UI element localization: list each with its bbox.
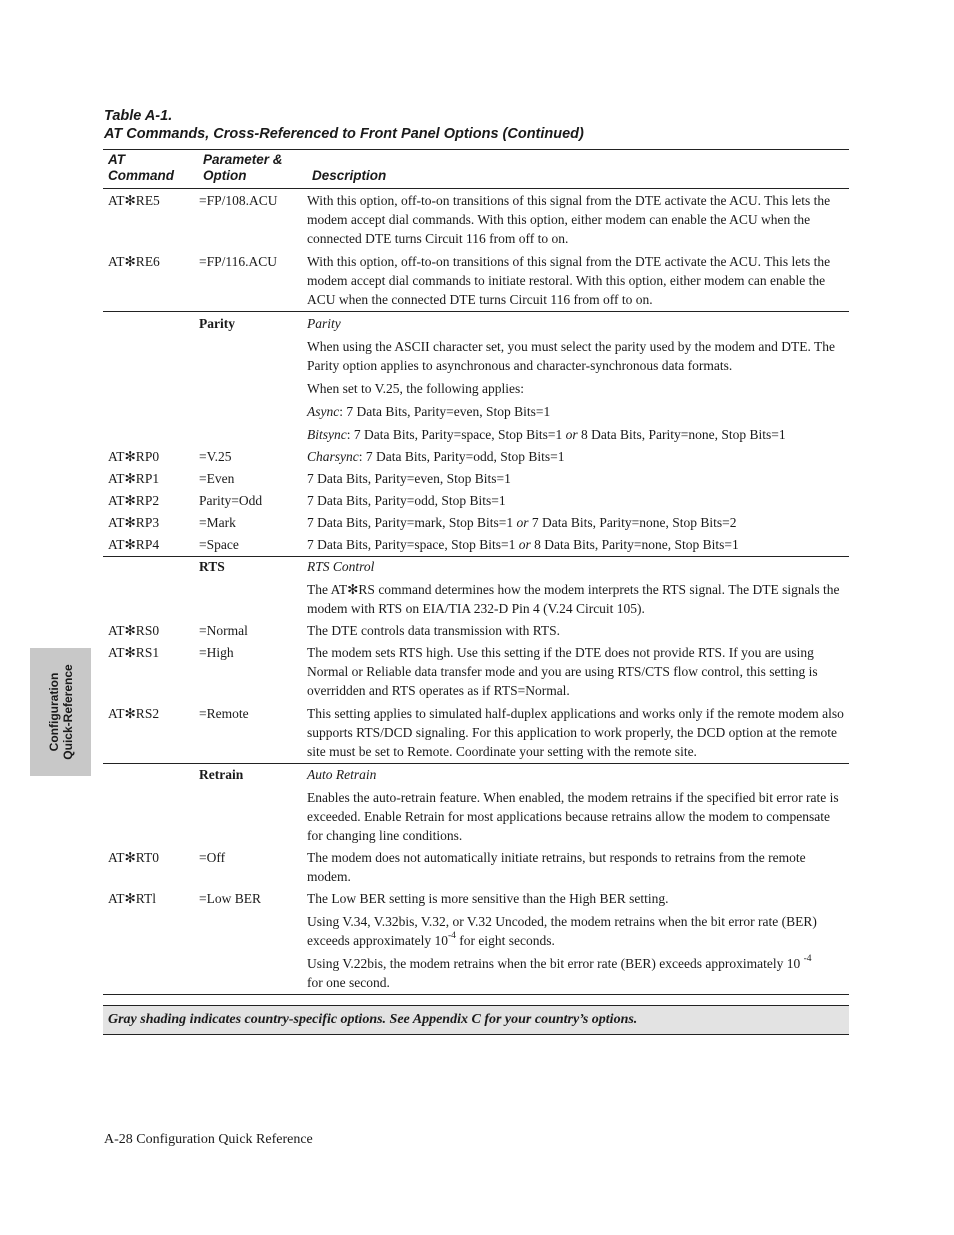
at-command: AT✻RP3 xyxy=(108,515,160,530)
parameter-option: =V.25 xyxy=(199,449,232,464)
table-row xyxy=(103,621,849,640)
desc-part-b: for eight seconds. xyxy=(455,933,555,948)
side-tab-line2: Quick-Reference xyxy=(60,664,75,760)
side-section-tab[interactable] xyxy=(30,648,91,776)
at-command: AT✻RP2 xyxy=(108,493,160,508)
table-row xyxy=(103,580,849,618)
table-row xyxy=(103,469,849,488)
table-row xyxy=(103,491,849,510)
description: The Low BER setting is more sensitive than the High BER setting. xyxy=(307,891,669,906)
table-row xyxy=(103,379,849,398)
description: When using the ASCII character set, you must select the parity used by the modem and DTE. The Parity option applies to asynchronous and character-synchronous data formats. xyxy=(307,339,835,373)
description: Enables the auto-retrain feature. When enabled, the modem retrains if the specified bit error rate is exceeded. Enable Retrain for most applications because retrains allow the modem to compensate for changing line conditions. xyxy=(307,790,839,843)
description: With this option, off-to-on transitions of this signal from the DTE activate the ACU. This lets the modem accept dial commands to initiate restoral. With this option, either modem can enable the ACU when the connected DTE turns Circuit 116 from off to on. xyxy=(307,254,831,307)
header-at-line1: AT xyxy=(108,152,125,167)
table-title: AT Commands, Cross-Referenced to Front Panel Options (Continued) xyxy=(104,126,584,142)
desc-part-b: 7 Data Bits, Parity=none, Stop Bits=2 xyxy=(528,515,737,530)
option-group-name: RTS xyxy=(199,559,225,574)
at-command: AT✻RE5 xyxy=(108,193,160,208)
parameter-option: =FP/108.ACU xyxy=(199,193,278,208)
at-command: AT✻RS0 xyxy=(108,623,160,638)
at-command: AT✻RE6 xyxy=(108,254,160,269)
async-text: : 7 Data Bits, Parity=even, Stop Bits=1 xyxy=(339,404,551,419)
description xyxy=(307,513,849,532)
group-parity xyxy=(103,314,849,557)
header-at-line2: Command xyxy=(108,168,175,183)
parameter-option: =Off xyxy=(199,850,226,865)
exponent: -4 xyxy=(447,930,456,941)
at-command: AT✻RS1 xyxy=(108,645,160,660)
bisync-label: Bitsync xyxy=(307,427,347,442)
async-label: Async xyxy=(307,404,340,419)
option-group-name: Parity xyxy=(199,316,235,331)
group-ring-enable xyxy=(103,191,849,312)
or-text: or xyxy=(518,537,531,552)
desc-part-b: 8 Data Bits, Parity=none, Stop Bits=1 xyxy=(530,537,739,552)
parameter-option: =Remote xyxy=(199,706,249,721)
at-command: AT✻RS2 xyxy=(108,706,160,721)
description: When set to V.25, the following applies: xyxy=(307,381,524,396)
parameter-option: =High xyxy=(199,645,234,660)
option-group-name: Retrain xyxy=(199,767,244,782)
description: 7 Data Bits, Parity=even, Stop Bits=1 xyxy=(307,471,511,486)
side-tab-label xyxy=(47,664,75,759)
desc-part-b: for one second. xyxy=(307,975,390,990)
bisync-text-a: : 7 Data Bits, Parity=space, Stop Bits=1 xyxy=(346,427,566,442)
option-group-title: RTS Control xyxy=(307,559,375,574)
desc-part-a: 7 Data Bits, Parity=mark, Stop Bits=1 xyxy=(307,515,517,530)
table-caption xyxy=(104,107,584,143)
table-row xyxy=(103,704,849,761)
bisync-text-b: 8 Data Bits, Parity=none, Stop Bits=1 xyxy=(577,427,786,442)
parameter-option: =Normal xyxy=(199,623,248,638)
at-command: AT✻RP1 xyxy=(108,471,160,486)
table-row xyxy=(103,557,849,576)
description xyxy=(307,535,849,554)
at-commands-table xyxy=(103,149,849,1035)
header-at-command xyxy=(108,152,174,184)
table-row xyxy=(103,765,849,784)
table-row xyxy=(103,314,849,333)
option-group-title: Auto Retrain xyxy=(307,767,377,782)
table-row xyxy=(103,848,849,886)
table-number: Table A-1. xyxy=(104,108,173,124)
option-group-title: Parity xyxy=(307,316,341,331)
table-row xyxy=(103,889,849,908)
table-row xyxy=(103,535,849,554)
charsync-label: Charsync xyxy=(307,449,359,464)
table-row xyxy=(103,643,849,700)
charsync-text: : 7 Data Bits, Parity=odd, Stop Bits=1 xyxy=(358,449,565,464)
table-row xyxy=(103,788,849,845)
header-param-line1: Parameter & xyxy=(203,152,283,167)
or-text: or xyxy=(565,427,578,442)
description: This setting applies to simulated half-duplex applications and works only if the remote modem also supports RTS/DCD signaling. For this application to work properly, the DCD option at the remote site must be set to Remote. Coordinate your setting with the remote site. xyxy=(307,706,844,759)
description xyxy=(307,954,849,992)
side-tab-line1: Configuration xyxy=(46,672,61,752)
table-row xyxy=(103,252,849,309)
or-text: or xyxy=(516,515,529,530)
table-row xyxy=(103,425,849,444)
header-parameter-option xyxy=(203,152,283,184)
parameter-option: =Space xyxy=(199,537,239,552)
description: With this option, off-to-on transitions of this signal from the DTE activate the ACU. This lets the modem accept dial commands. With this option, either modem can enable the ACU when the connected DTE turns Circuit 116 from off to on. xyxy=(307,193,831,246)
table-row xyxy=(103,912,849,950)
parameter-option: =Low BER xyxy=(199,891,261,906)
description xyxy=(307,912,849,950)
description xyxy=(307,425,849,444)
table-row xyxy=(103,337,849,375)
description: The modem does not automatically initiate retrains, but responds to retrains from the remote modem. xyxy=(307,850,806,884)
exponent: -4 xyxy=(803,953,812,964)
parameter-option: =Mark xyxy=(199,515,236,530)
description xyxy=(307,402,849,421)
table-row xyxy=(103,402,849,421)
at-command: AT✻RP0 xyxy=(108,449,160,464)
parameter-option: Parity=Odd xyxy=(199,493,263,508)
table-row xyxy=(103,447,849,466)
desc-part-a: Using V.34, V.32bis, V.32, or V.32 Uncoded, the modem retrains when the bit error rate (BER) exceeds approximately 10 xyxy=(307,914,817,948)
description: The AT✻RS command determines how the modem interprets the RTS signal. The DTE signals the modem with RTS on EIA/TIA 232-D Pin 4 (V.24 Circuit 105). xyxy=(307,582,840,616)
group-retrain xyxy=(103,765,849,995)
table-footnote: Gray shading indicates country-specific options. See Appendix C for your country’s options. xyxy=(103,1005,849,1035)
description: 7 Data Bits, Parity=odd, Stop Bits=1 xyxy=(307,493,506,508)
parameter-option: =Even xyxy=(199,471,235,486)
table-row xyxy=(103,954,849,992)
group-rts xyxy=(103,557,849,764)
at-command: AT✻RT0 xyxy=(108,850,160,865)
desc-part-a: 7 Data Bits, Parity=space, Stop Bits=1 xyxy=(307,537,519,552)
description: The modem sets RTS high. Use this setting if the DTE does not provide RTS. If you are using Normal or Reliable data transfer mode and you are using RTS/CTS flow control, this setting is overridden and RTS operates as if RTS=Normal. xyxy=(307,645,818,698)
header-description: Description xyxy=(312,168,387,183)
description xyxy=(307,447,849,466)
at-command: AT✻RTl xyxy=(108,891,157,906)
parameter-option: =FP/116.ACU xyxy=(199,254,278,269)
header-param-line2: Option xyxy=(203,168,247,183)
at-command: AT✻RP4 xyxy=(108,537,160,552)
table-row xyxy=(103,191,849,248)
desc-part-a: Using V.22bis, the modem retrains when the bit error rate (BER) exceeds approximately 10 xyxy=(307,956,801,971)
description: The DTE controls data transmission with RTS. xyxy=(307,623,561,638)
table-row xyxy=(103,513,849,532)
page-footer: A-28 Configuration Quick Reference xyxy=(104,1132,313,1147)
table-header xyxy=(103,149,849,189)
